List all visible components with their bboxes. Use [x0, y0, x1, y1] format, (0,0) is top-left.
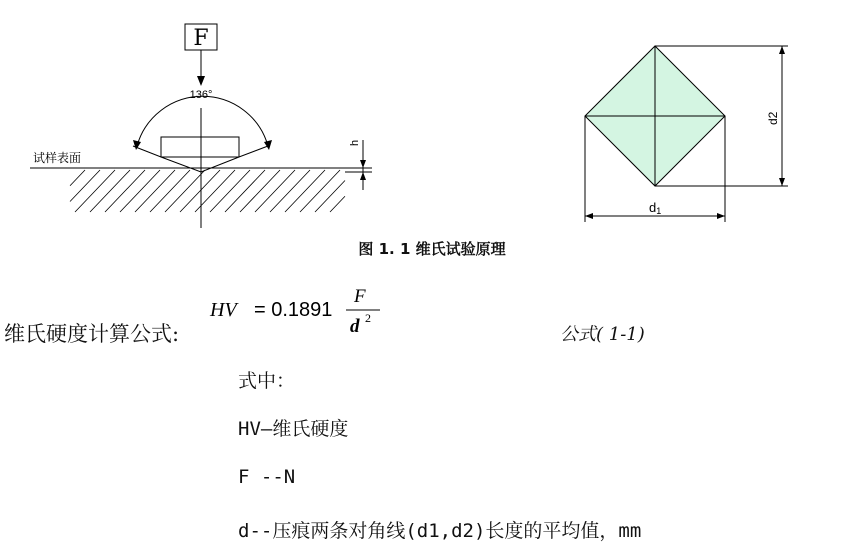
definitions-heading: 式中：: [238, 370, 296, 392]
force-label: F: [193, 26, 209, 51]
hatch-line: [210, 170, 250, 212]
hatch-line: [90, 170, 130, 212]
d2-arrow-bottom: [779, 178, 785, 186]
depth-arrow-bottom: [360, 172, 366, 180]
indenter-body: [161, 137, 239, 157]
formula-numerator: F: [354, 286, 366, 307]
indentation-diagram: [570, 30, 800, 230]
hatch-line: [135, 170, 175, 212]
definition-item-hv: HV—维氏硬度: [238, 418, 349, 440]
formula-number: 公式( 1-1): [560, 324, 645, 345]
hatch-line: [70, 170, 100, 202]
d1-arrow-right: [717, 213, 725, 219]
hatch-line: [165, 170, 205, 212]
arc-arrowhead-right: [264, 140, 272, 150]
hatch-line: [255, 170, 295, 212]
formula-label: 维氏硬度计算公式:: [4, 322, 180, 346]
force-arrowhead: [197, 76, 205, 86]
d1-arrow-left: [585, 213, 593, 219]
d2-label: d2: [766, 111, 780, 125]
hardness-formula: [208, 282, 398, 342]
indenter-point: [161, 157, 239, 172]
depth-arrow-top: [360, 160, 366, 168]
depth-label: h: [349, 139, 361, 146]
hatch-line: [105, 170, 145, 212]
d2-arrow-top: [779, 46, 785, 54]
hatch-line: [315, 181, 345, 213]
formula-coefficient: = 0.1891: [254, 299, 333, 321]
hatch-line: [225, 170, 265, 212]
hatch-line: [75, 170, 115, 212]
surface-label: 试样表面: [33, 151, 82, 165]
hatch-line: [150, 170, 190, 212]
definition-item-f: F --N: [238, 466, 296, 488]
definition-item-d: d--压痕两条对角线(d1,d2)长度的平均值，mm: [238, 520, 642, 542]
formula-exponent: 2: [365, 311, 371, 325]
angle-label: 136°: [189, 89, 213, 101]
d1-label-sub: 1: [656, 206, 662, 216]
figure-caption: 图 1. 1 维氏试验原理: [358, 240, 506, 258]
angle-arc: [137, 96, 268, 146]
hatch-line: [180, 170, 220, 212]
hatch-line: [330, 196, 345, 212]
formula-denominator: d: [350, 316, 360, 337]
formula-lhs: HV: [210, 299, 237, 321]
hatch-line: [270, 170, 310, 212]
hatch-line: [300, 170, 340, 212]
hatch-line: [70, 170, 85, 186]
specimen-hatching: [70, 170, 345, 212]
hatch-line: [285, 170, 325, 212]
hatch-line: [240, 170, 280, 212]
d1-label: [649, 200, 661, 216]
indenter-diagram: [0, 0, 400, 235]
hatch-line: [120, 170, 160, 212]
d1-label-main: d: [649, 200, 657, 215]
